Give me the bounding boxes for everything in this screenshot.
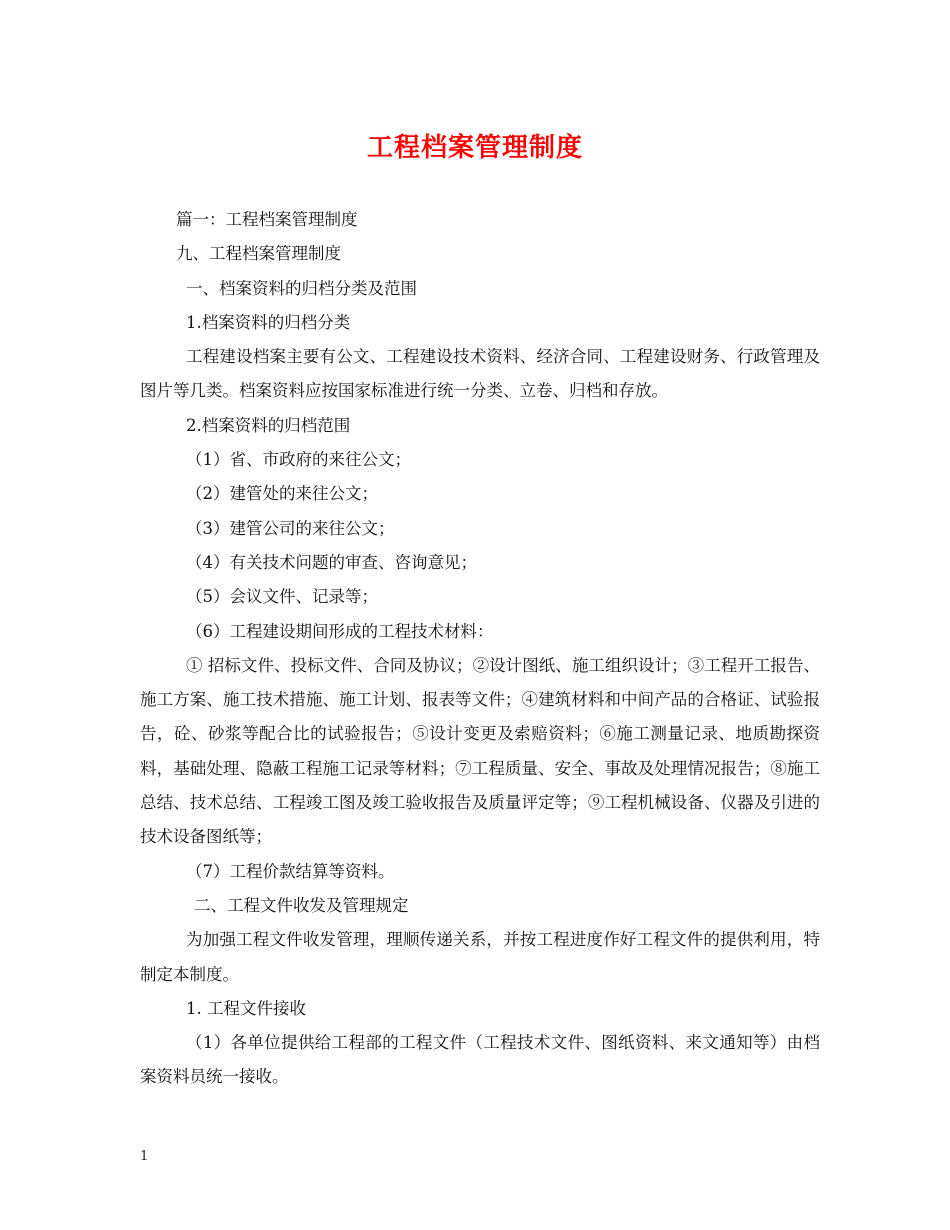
list-item-scope-2: （2）建管处的来往公文； [186,484,378,504]
list-item-scope-5: （5）会议文件、记录等； [186,587,378,607]
paragraph-chapter-heading: 九、工程档案管理制度 [176,244,341,264]
paragraph-part-two-intro: 为加强工程文件收发管理，理顺传递关系，并按工程进度作好工程文件的提供利用，特制定本制度。 [140,930,820,984]
paragraph-classification-heading: 1.档案资料的归档分类 [186,312,351,332]
list-item-scope-7: （7）工程价款结算等资料。 [186,861,395,881]
paragraph-part-two-heading: 二、工程文件收发及管理规定 [194,895,409,915]
document-body [140,203,820,1095]
paragraph-section-heading: 篇一：工程档案管理制度 [176,210,358,229]
paragraph-scope-heading: 2.档案资料的归档范围 [186,415,351,435]
list-item-scope-3: （3）建管公司的来往公文； [186,518,395,538]
document-title: 工程档案管理制度 [366,133,583,163]
list-item-scope-1: （1）省、市政府的来往公文； [186,450,411,470]
paragraph-part-one-heading: 一、档案资料的归档分类及范围 [186,278,417,298]
paragraph-classification-body: 工程建设档案主要有公文、工程建设技术资料、经济合同、工程建设财务、行政管理及图片等几类。档案资料应按国家标准进行统一分类、立卷、归档和存放。 [140,347,820,401]
paragraph-receiving-heading: 1. 工程文件接收 [186,998,306,1018]
list-item-scope-4: （4）有关技术问题的审查、咨询意见； [186,552,477,572]
page-number: 1 [140,1149,149,1164]
paragraph-technical-materials: ① 招标文件、投标文件、合同及协议；②设计图纸、施工组织设计；③工程开工报告、施工方案、施工技术措施、施工计划、报表等文件；④建筑材料和中间产品的合格证、试验报告，砼、砂浆等配合比的试验报告；⑤设计变更及索赔资料；⑥施工测量记录、地质勘探资料，基础处理、隐蔽工程施工记录等材料；⑦工程质量、安全、事故及处理情况报告；⑧施工总结、技术总结、工程竣工图及竣工验收报告及质量评定等；⑨工程机械设备、仪器及引进的技术设备图纸等； [140,655,820,847]
paragraph-receiving-body: （1）各单位提供给工程部的工程文件（工程技术文件、图纸资料、来文通知等）由档案资料员统一接收。 [140,1033,820,1087]
list-item-scope-6: （6）工程建设期间形成的工程技术材料： [186,621,494,641]
